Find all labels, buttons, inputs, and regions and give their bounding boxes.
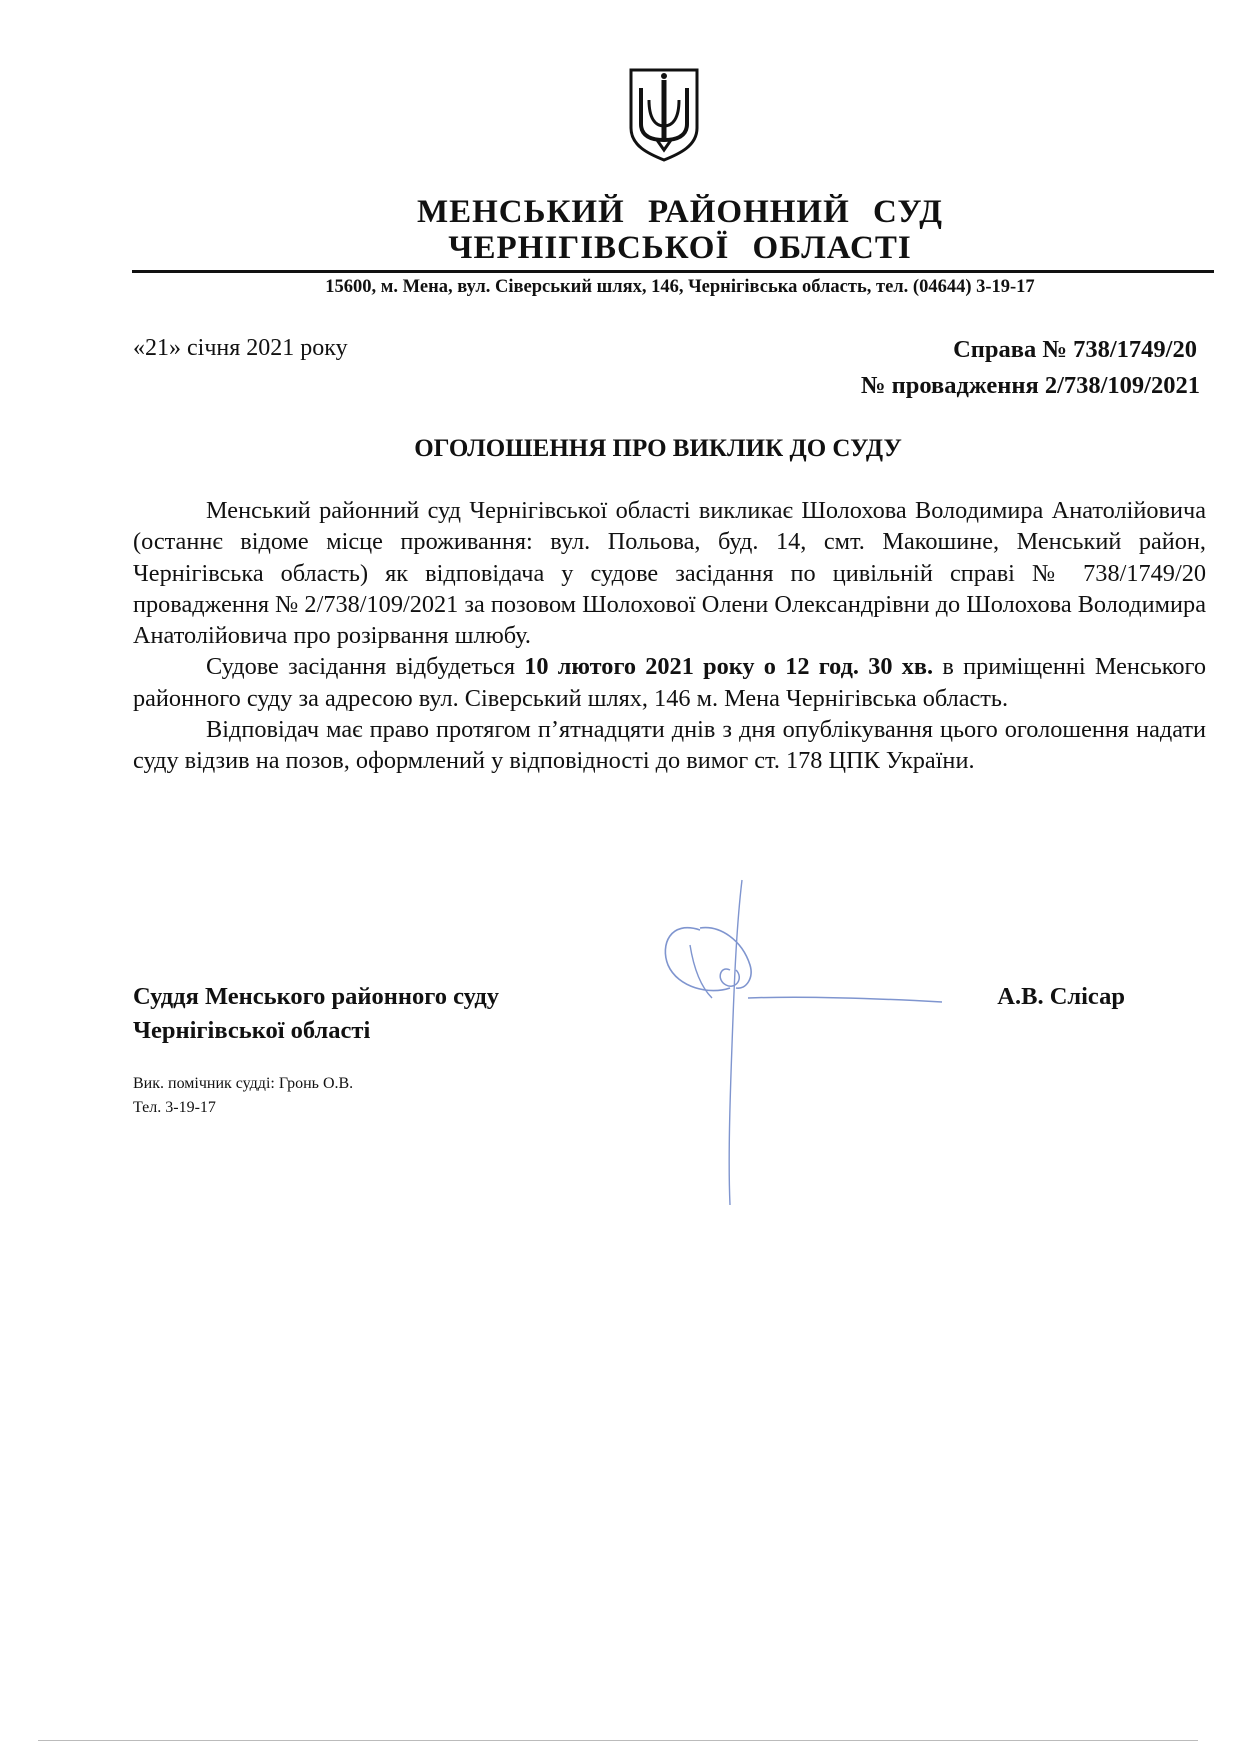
notice-body: [133, 495, 1206, 777]
court-name-line2: ЧЕРНІГІВСЬКОЇ ОБЛАСТІ: [448, 230, 912, 266]
scan-edge-line: [38, 1740, 1198, 1741]
assistant-phone: Тел. 3-19-17: [133, 1099, 216, 1116]
document-title: ОГОЛОШЕННЯ ПРО ВИКЛИК ДО СУДУ: [414, 435, 902, 462]
judge-title: [133, 980, 499, 1048]
judge-name: А.В. Слісар: [997, 983, 1125, 1010]
judge-title-line2: Чернігівської області: [133, 1017, 371, 1044]
court-name-line1: МЕНСЬКИЙ РАЙОННИЙ СУД: [416, 194, 943, 230]
hearing-datetime: 10 лютого 2021 року о 12 год. 30 хв.: [524, 653, 934, 681]
body-paragraph-1: Менський районний суд Чернігівської області викликає Шолохова Володимира Анатолійовича (останнє відоме місце проживання: вул. Польова, буд. 14, смт. Макошине, Менський район, Чернігівська область) як відповідача у судове засідання по цивільній справі № 738/1749/20 провадження № 2/738/109/2021 за позовом Шолохової Олени Олександрівни до Шолохова Володимира Анатолійовича про розірвання шлюбу.: [133, 497, 1206, 650]
header-divider: [132, 270, 1214, 273]
paragraph-2-text-start: Судове засідання відбудеться: [206, 653, 525, 681]
body-paragraph-2: [133, 651, 1206, 714]
handwritten-signature: [650, 870, 950, 1210]
document-date: «21» січня 2021 року: [133, 335, 348, 361]
judge-title-line1: Суддя Менського районного суду: [133, 983, 500, 1010]
assistant-info: [133, 1072, 353, 1120]
trident-emblem-icon: [627, 66, 701, 162]
paragraph-2-text-end: в приміщенні Менського районного суду за адресою вул. Сіверський шлях, 146 м. Мена Чернігівська область.: [133, 653, 1206, 712]
assistant-name: Вик. помічник судді: Гронь О.В.: [133, 1075, 354, 1092]
proceeding-number: № провадження 2/738/109/2021: [860, 372, 1200, 399]
body-paragraph-3: Відповідач має право протягом п’ятнадцяти днів з дня опублікування цього оголошення надати суду відзив на позов, оформлений у відповідності до вимог ст. 178 ЦПК України.: [133, 716, 1206, 775]
case-number: Справа № 738/1749/20: [953, 336, 1197, 363]
court-address: 15600, м. Мена, вул. Сіверський шлях, 146, Чернігівська область, тел. (04644) 3-19-17: [325, 277, 1035, 297]
